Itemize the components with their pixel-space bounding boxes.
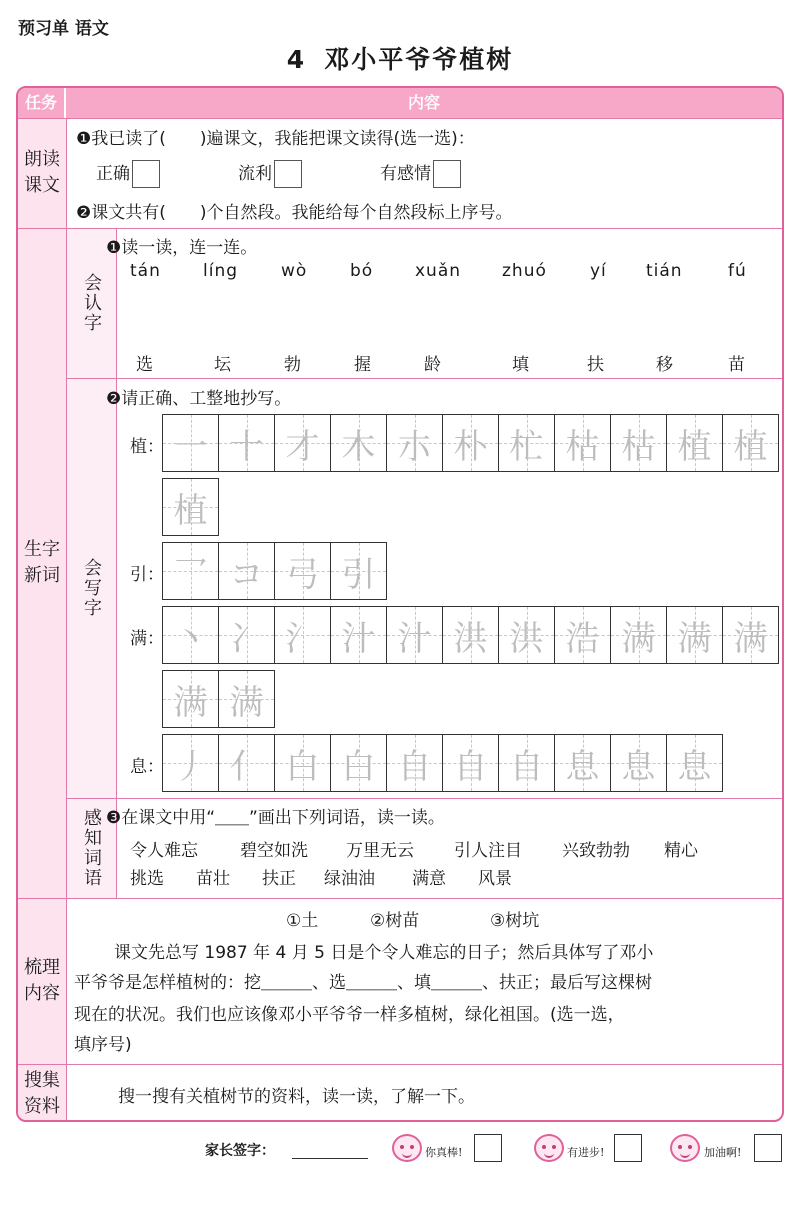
trace-stroke: 弓 [285, 554, 320, 595]
sorting-para-3: 现在的状况。我们也应该像邓小平爷爷一样多植树，绿化祖国。(选一选， [74, 1005, 625, 1025]
trace-stroke: 自 [453, 746, 488, 787]
vocab-word: 绿油油 [324, 869, 375, 889]
option-label: 正确 [96, 164, 130, 184]
row-divider [18, 228, 782, 229]
writing-grid [162, 670, 275, 728]
writing-cell[interactable] [331, 415, 387, 471]
vocab-word: 精心 [664, 841, 698, 861]
character-item[interactable]: 选 [136, 355, 153, 375]
writing-cell[interactable] [219, 671, 275, 727]
trace-stroke: 乛 [173, 554, 208, 595]
character-item[interactable]: 移 [656, 355, 673, 375]
trace-stroke: コ [229, 554, 264, 595]
signature-line[interactable] [292, 1158, 368, 1159]
badge-text: 你真棒! [425, 1146, 463, 1159]
trace-stroke: 冫 [229, 618, 264, 659]
trace-stroke: 朴 [453, 426, 488, 467]
lesson-title-text: 邓小平爷爷植树 [324, 45, 514, 74]
label-line: 课文 [24, 175, 60, 196]
sorting-para-1: 课文先总写 1987 年 4 月 5 日是个令人难忘的日子；然后具体写了邓小 [114, 943, 654, 963]
choice-item: ③树坑 [490, 911, 540, 931]
trace-stroke: 才 [285, 426, 320, 467]
trace-stroke: 浩 [565, 618, 600, 659]
words-instruction: ❸在课文中用“＿＿”画出下列词语，读一读。 [106, 808, 445, 828]
pinyin-item[interactable]: xuǎn [415, 261, 462, 281]
vocab-word: 兴致勃勃 [562, 841, 630, 861]
writing-cell[interactable] [387, 735, 443, 791]
character-item[interactable]: 苗 [728, 355, 745, 375]
recognize-label: 会认字 [81, 273, 102, 333]
write-char-label: 息： [130, 757, 164, 777]
writing-cell[interactable] [667, 735, 723, 791]
vocab-word: 风景 [478, 869, 512, 889]
content-header: 内容 [407, 93, 440, 112]
book-label: 预习单 语文 [18, 19, 109, 39]
label-line: 内容 [24, 983, 60, 1004]
vocab-word: 令人难忘 [130, 841, 198, 861]
choice-item: ②树苗 [370, 911, 420, 931]
vocab-word: 引人注目 [454, 841, 522, 861]
writing-cell[interactable] [555, 735, 611, 791]
trace-stroke: 枯 [565, 426, 600, 467]
trace-stroke: 白 [341, 746, 376, 787]
sorting-para-4: 填序号) [74, 1035, 132, 1055]
trace-stroke: 汁 [341, 618, 376, 659]
option-checkbox[interactable] [433, 160, 461, 188]
writing-cell[interactable] [443, 607, 499, 663]
trace-stroke: 汁 [397, 618, 432, 659]
pinyin-item[interactable]: líng [203, 261, 239, 281]
trace-stroke: 氵 [285, 618, 320, 659]
writing-cell[interactable] [163, 543, 219, 599]
trace-stroke: 丿 [173, 746, 208, 787]
task-header: 任务 [18, 88, 66, 118]
writing-grid [162, 606, 779, 664]
trace-stroke: 十 [229, 426, 264, 467]
trace-stroke: 植 [677, 426, 712, 467]
writing-cell[interactable] [499, 607, 555, 663]
trace-stroke: 息 [565, 746, 600, 787]
lesson-title [0, 40, 800, 76]
pinyin-item[interactable]: fú [728, 261, 747, 281]
trace-stroke: 息 [621, 746, 656, 787]
table-header [18, 88, 782, 118]
character-item[interactable]: 坛 [214, 355, 231, 375]
writing-cell[interactable] [331, 607, 387, 663]
writing-cell[interactable] [163, 735, 219, 791]
row-divider [18, 1064, 782, 1065]
writing-cell[interactable] [611, 607, 667, 663]
trace-stroke: 木 [341, 426, 376, 467]
writing-grid [162, 542, 387, 600]
trace-stroke: 自 [509, 746, 544, 787]
trace-stroke: 朩 [397, 426, 432, 467]
recognize-instruction: ❶读一读，连一连。 [106, 238, 258, 258]
lesson-number: 4 [286, 45, 307, 74]
trace-stroke: 植 [173, 490, 208, 531]
words-label: 感知词语 [81, 808, 102, 888]
pinyin-item[interactable]: tián [646, 261, 683, 281]
collect-text: 搜一搜有关植树节的资料，读一读，了解一下。 [118, 1087, 475, 1107]
reading-q1: ❶我已读了( )遍课文，我能把课文读得(选一选)： [76, 129, 475, 149]
label-line: 朗读 [24, 149, 60, 170]
label-line: 搜集 [24, 1070, 60, 1091]
writing-cell[interactable] [723, 607, 779, 663]
label-line: 资料 [24, 1096, 60, 1117]
trace-stroke: 引 [341, 554, 376, 595]
writing-cell[interactable] [219, 735, 275, 791]
badge-checkbox[interactable] [474, 1134, 502, 1162]
trace-stroke: 满 [229, 682, 264, 723]
trace-stroke: 满 [677, 618, 712, 659]
newchars-label [18, 228, 66, 898]
vocab-word: 满意 [412, 869, 446, 889]
writing-cell[interactable] [723, 415, 779, 471]
writing-cell[interactable] [387, 415, 443, 471]
character-item[interactable]: 扶 [587, 355, 604, 375]
vocab-word: 扶正 [262, 869, 296, 889]
row-divider [18, 118, 782, 119]
writing-cell[interactable] [163, 607, 219, 663]
write-char-label: 满： [130, 629, 164, 649]
option-checkbox[interactable] [132, 160, 160, 188]
trace-stroke: 洪 [509, 618, 544, 659]
trace-stroke: 亻 [229, 746, 264, 787]
trace-stroke: 满 [733, 618, 768, 659]
write-char-label: 引： [130, 565, 164, 585]
writing-grid [162, 478, 219, 536]
vocab-word: 挑选 [130, 869, 164, 889]
sorting-label [18, 898, 66, 1064]
smile-face-icon [534, 1134, 564, 1162]
trace-stroke: 洪 [453, 618, 488, 659]
badge-text: 有进步! [567, 1146, 605, 1159]
trace-stroke: 杧 [509, 426, 544, 467]
vocab-word: 万里无云 [346, 841, 414, 861]
writing-cell[interactable] [163, 479, 219, 535]
option-label: 有感情 [380, 164, 431, 184]
character-item[interactable]: 龄 [424, 355, 441, 375]
writing-cell[interactable] [611, 415, 667, 471]
reading-label [18, 118, 66, 228]
writing-cell[interactable] [555, 415, 611, 471]
writing-cell[interactable] [667, 607, 723, 663]
signature-bar [0, 1128, 800, 1168]
col-divider [116, 228, 117, 898]
trace-stroke: 自 [397, 746, 432, 787]
writing-cell[interactable] [331, 735, 387, 791]
pinyin-item[interactable]: bó [350, 261, 374, 281]
option-checkbox[interactable] [274, 160, 302, 188]
character-item[interactable]: 握 [354, 355, 371, 375]
pinyin-item[interactable]: zhuó [502, 261, 547, 281]
smile-face-icon [392, 1134, 422, 1162]
reading-option-emotion[interactable] [380, 159, 461, 188]
label-line: 新词 [24, 565, 60, 586]
trace-stroke: 白 [285, 746, 320, 787]
writing-cell[interactable] [331, 543, 387, 599]
writing-cell[interactable] [443, 415, 499, 471]
reading-option-correct[interactable] [96, 159, 160, 188]
writing-cell[interactable] [163, 415, 219, 471]
vocab-word: 苗壮 [196, 869, 230, 889]
option-label: 流利 [238, 164, 272, 184]
write-label: 会写字 [81, 558, 102, 618]
reading-q2: ❷课文共有( )个自然段。我能给每个自然段标上序号。 [76, 203, 513, 223]
writing-grid [162, 734, 723, 792]
reading-option-fluent[interactable] [238, 159, 302, 188]
writing-cell[interactable] [667, 415, 723, 471]
pinyin-item[interactable]: wò [281, 261, 308, 281]
writing-cell[interactable] [163, 671, 219, 727]
writing-cell[interactable] [219, 415, 275, 471]
writing-cell[interactable] [499, 415, 555, 471]
character-item[interactable]: 填 [512, 355, 529, 375]
pinyin-item[interactable]: tán [130, 261, 161, 281]
vocab-word: 碧空如洗 [240, 841, 308, 861]
worksheet-table [16, 86, 784, 1122]
row-divider [66, 378, 782, 379]
sorting-para-2: 平爷爷是怎样植树的：挖＿＿＿、选＿＿＿、填＿＿＿、扶正；最后写这棵树 [74, 973, 652, 993]
trace-stroke: 枯 [621, 426, 656, 467]
writing-cell[interactable] [275, 607, 331, 663]
badge-checkbox[interactable] [754, 1134, 782, 1162]
writing-cell[interactable] [443, 735, 499, 791]
trace-stroke: 丶 [173, 618, 208, 659]
trace-stroke: 一 [173, 426, 208, 467]
writing-cell[interactable] [275, 735, 331, 791]
badge-text: 加油啊! [704, 1146, 742, 1159]
trace-stroke: 满 [621, 618, 656, 659]
character-item[interactable]: 勃 [284, 355, 301, 375]
signature-label: 家长签字： [205, 1143, 275, 1159]
label-line: 生字 [24, 539, 60, 560]
pinyin-item[interactable]: yí [590, 261, 607, 281]
label-line: 梳理 [24, 957, 60, 978]
writing-cell[interactable] [219, 607, 275, 663]
write-char-label: 植： [130, 437, 164, 457]
smile-face-icon [670, 1134, 700, 1162]
writing-cell[interactable] [499, 735, 555, 791]
badge-checkbox[interactable] [614, 1134, 642, 1162]
row-divider [18, 898, 782, 899]
writing-cell[interactable] [219, 543, 275, 599]
row-divider [66, 798, 782, 799]
writing-cell[interactable] [555, 607, 611, 663]
writing-cell[interactable] [611, 735, 667, 791]
choice-item: ①土 [286, 911, 319, 931]
writing-cell[interactable] [275, 415, 331, 471]
collect-label [18, 1064, 66, 1122]
trace-stroke: 满 [173, 682, 208, 723]
writing-grid [162, 414, 779, 472]
write-instruction: ❷请正确、工整地抄写。 [106, 389, 292, 409]
writing-cell[interactable] [387, 607, 443, 663]
trace-stroke: 息 [677, 746, 712, 787]
trace-stroke: 植 [733, 426, 768, 467]
writing-cell[interactable] [275, 543, 331, 599]
